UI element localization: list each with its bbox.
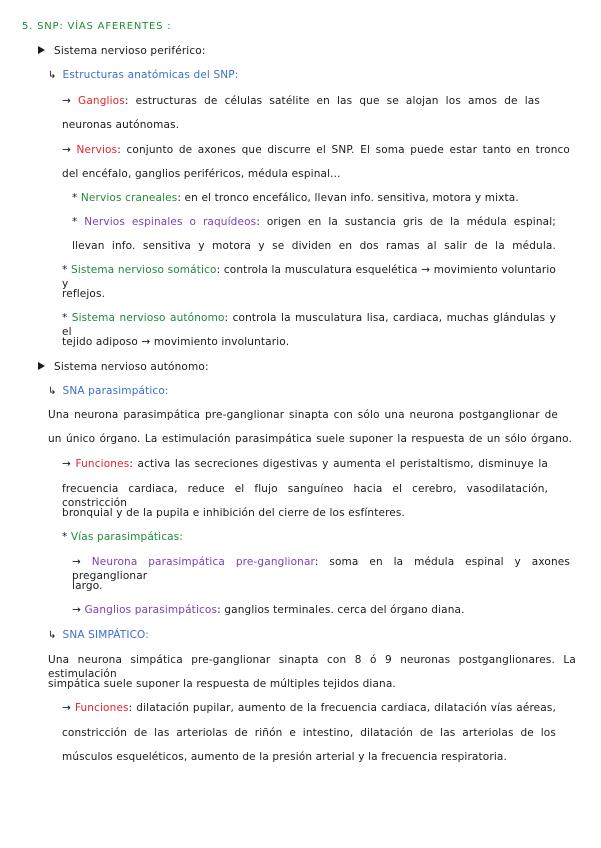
line-text: : estructuras de células satélite en las que se alojan los amos de las: [124, 95, 540, 107]
hook-arrow-icon: ↳: [48, 630, 57, 641]
line-text: : controla la musculatura lisa, cardiaca, muchas glándulas y el: [62, 312, 556, 338]
text-line: [62, 457, 548, 471]
key-term: Funciones: [74, 702, 129, 714]
arrow-bullet: →: [62, 95, 71, 107]
text-line: llevan info. sensitiva y motora y se dividen en dos ramas al salir de la médula.: [72, 240, 556, 252]
text-line: [72, 603, 465, 617]
key-term: Ganglios parasimpáticos: [84, 604, 218, 616]
text-line: del encéfalo, ganglios periféricos, médula espinal...: [62, 168, 341, 180]
heading-text: Sistema nervioso periférico:: [54, 45, 206, 57]
triangle-bullet-icon: [38, 46, 45, 54]
key-term: Nervios: [76, 144, 118, 156]
line-text: : dilatación pupilar, aumento de la frecuencia cardiaca, dilatación vías aéreas,: [128, 702, 556, 714]
key-term: Sistema nervioso autónomo: [71, 312, 225, 324]
text-line: simpática suele suponer la respuesta de múltiples tejidos diana.: [48, 678, 396, 690]
star-bullet: *: [62, 264, 68, 276]
key-term: Nervios espinales o raquídeos: [84, 216, 257, 228]
star-bullet: *: [62, 531, 68, 543]
text-line: un único órgano. La estimulación parasimpática suele suponer la respuesta de un sólo órgano.: [48, 433, 572, 445]
text-line: [72, 555, 570, 583]
arrow-bullet: →: [72, 556, 81, 568]
subheading-parasimpatico: [48, 384, 169, 399]
line-text: : ganglios terminales. cerca del órgano diana.: [217, 604, 465, 616]
line-text: : origen en la sustancia gris de la médula espinal;: [256, 216, 556, 228]
text-line: [62, 530, 183, 544]
text-line: músculos esqueléticos, aumento de la presión arterial y la frecuencia respiratoria.: [62, 751, 507, 763]
star-bullet: *: [72, 192, 78, 204]
heading-snp: [38, 44, 206, 58]
text-line: tejido adiposo → movimiento involuntario.: [62, 336, 290, 348]
subheading-text: SNA parasimpático:: [62, 385, 169, 397]
arrow-bullet: →: [62, 702, 71, 714]
section-title: 5. SNP: VÍAS AFERENTES :: [22, 21, 172, 32]
arrow-bullet: →: [62, 458, 71, 470]
text-line: [62, 94, 540, 108]
key-term: Funciones: [75, 458, 130, 470]
text-line: largo.: [72, 580, 103, 592]
text-line: neuronas autónomas.: [62, 119, 180, 131]
key-term: Vías parasimpáticas:: [70, 531, 184, 543]
key-term: Sistema nervioso somático: [71, 264, 217, 276]
text-line: frecuencia cardiaca, reduce el flujo sanguíneo hacia el cerebro, vasodilatación, constricción: [62, 483, 548, 509]
text-line: reflejos.: [62, 288, 106, 300]
line-text: : en el tronco encefálico, llevan info. sensitiva, motora y mixta.: [177, 192, 519, 204]
star-bullet: *: [72, 216, 78, 228]
triangle-bullet-icon: [38, 362, 45, 370]
heading-text: Sistema nervioso autónomo:: [54, 361, 209, 373]
key-term: Neurona parasimpática pre-ganglionar: [91, 556, 315, 568]
line-text: : conjunto de axones que discurre el SNP. El soma puede estar tanto en tronco: [117, 144, 570, 156]
text-line: Una neurona simpática pre-ganglionar sinapta con 8 ó 9 neuronas postganglionares. La estimulación: [48, 654, 576, 680]
line-text: : soma en la médula espinal y axones preganglionar: [72, 556, 570, 582]
text-line: constricción de las arteriolas de riñón e intestino, dilatación de las arteriolas de los: [62, 727, 556, 739]
arrow-bullet: →: [62, 144, 71, 156]
text-line: [62, 701, 556, 715]
text-line: [62, 263, 556, 291]
subheading-text: Estructuras anatómicas del SNP:: [62, 69, 239, 81]
text-line: [72, 215, 556, 229]
hook-arrow-icon: ↳: [48, 70, 57, 81]
heading-sna: [38, 360, 209, 374]
subheading-simpatico: [48, 628, 149, 643]
text-line: [62, 143, 570, 157]
subheading-text: SNA SIMPÁTICO:: [62, 629, 149, 641]
arrow-bullet: →: [72, 604, 81, 616]
subheading-estructuras: [48, 68, 238, 83]
text-line: bronquial y de la pupila e inhibición del cierre de los esfínteres.: [62, 507, 406, 519]
hook-arrow-icon: ↳: [48, 386, 57, 397]
key-term: Ganglios: [78, 95, 125, 107]
line-text: : controla la musculatura esquelética → movimiento voluntario y: [62, 264, 556, 290]
text-line: Una neurona parasimpática pre-ganglionar sinapta con sólo una neurona postganglionar de: [48, 409, 558, 421]
text-line: [72, 191, 519, 205]
key-term: Nervios craneales: [80, 192, 178, 204]
star-bullet: *: [62, 312, 68, 324]
line-text: : activa las secreciones digestivas y aumenta el peristaltismo, disminuye la: [129, 458, 548, 470]
